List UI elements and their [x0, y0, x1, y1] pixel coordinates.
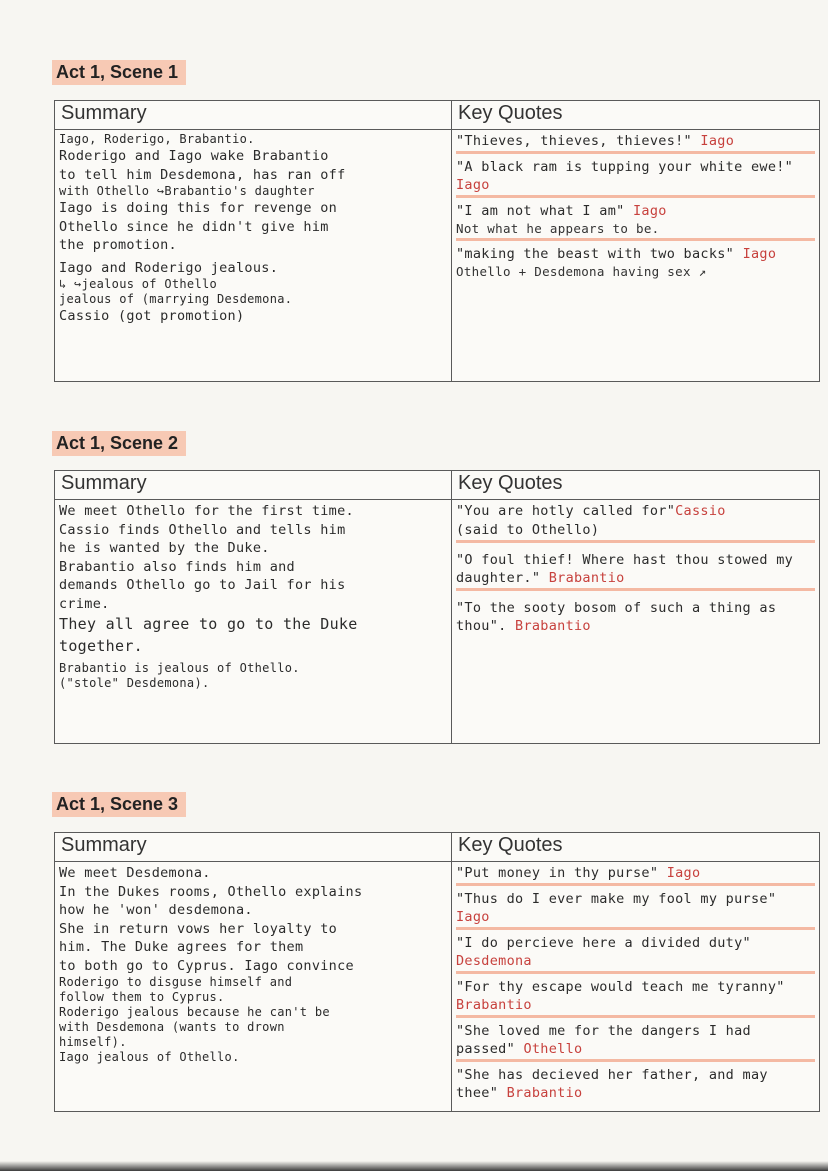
summary-line: crime. [59, 595, 110, 612]
quote [456, 599, 815, 636]
summary-header: Summary [55, 101, 452, 130]
quote-note: Not what he appears to be. [456, 221, 815, 241]
quote [456, 1022, 815, 1062]
quotes-cell [452, 130, 820, 382]
quote [456, 890, 815, 930]
summary-line: to both go to Cyprus. Iago convince [59, 957, 354, 974]
summary-line: Iago, Roderigo, Brabantio. [59, 132, 255, 146]
page-bottom-edge [0, 1161, 828, 1171]
summary-line: to tell him Desdemona, has ran off [59, 166, 346, 183]
scene3-table [54, 832, 820, 1112]
quote-speaker: Brabantio [456, 997, 532, 1013]
scene1-table [54, 100, 820, 382]
quote-text: "She loved me for the dangers I had passed" [456, 1023, 751, 1057]
summary-line: with Othello ↪Brabantio's daughter [59, 184, 315, 198]
quote-speaker: Desdemona [456, 953, 532, 969]
summary-line: Roderigo and Iago wake Brabantio [59, 148, 329, 164]
quote [456, 551, 815, 591]
quote-speaker: Brabantio [548, 570, 625, 586]
quote-text: "making the beast with two backs" [456, 246, 735, 262]
quote-text: "For thy escape would teach me tyranny" [456, 979, 785, 995]
summary-line: he is wanted by the Duke. [59, 540, 270, 556]
quote [456, 1066, 815, 1103]
quote-text: "A black ram is tupping your white ewe!" [456, 159, 794, 175]
summary-line: Othello since he didn't give him [59, 218, 329, 235]
quote-text: "To the sooty bosom of such a thing as thou". [456, 600, 777, 634]
scene2-heading: Act 1, Scene 2 [52, 431, 186, 456]
quote [456, 864, 815, 886]
quote-text: "O foul thief! Where hast thou stowed my daughter." [456, 552, 794, 586]
quote-speaker: Othello [523, 1041, 583, 1057]
quote-text: "I do percieve here a divided duty" [456, 935, 751, 951]
quotes-cell [452, 500, 820, 744]
quote [456, 245, 815, 264]
quote [456, 934, 815, 974]
quote-text: "Put money in thy purse" [456, 865, 659, 881]
quotes-header: Key Quotes [452, 101, 820, 130]
summary-line: In the Dukes rooms, Othello explains [59, 883, 363, 900]
summary-line: Roderigo jealous because he can't be [59, 1005, 330, 1019]
summary-line: the promotion. [59, 237, 177, 253]
summary-line: together. [59, 637, 143, 655]
summary-line: Brabantio is jealous of Othello. [59, 661, 300, 675]
quote-note: Othello + Desdemona having sex ↗ [456, 264, 707, 279]
summary-line: Iago is doing this for revenge on [59, 200, 338, 216]
summary-line: We meet Desdemona. [59, 865, 211, 881]
summary-line: She in return vows her loyalty to [59, 920, 338, 937]
summary-line: Cassio finds Othello and tells him [59, 521, 346, 538]
quote-speaker: Cassio [675, 503, 726, 519]
summary-line: Iago jealous of Othello. [59, 1050, 240, 1064]
quote-text: "I am not what I am" [456, 203, 625, 219]
quote [456, 978, 815, 1018]
summary-header: Summary [55, 471, 452, 500]
quote [456, 158, 815, 198]
summary-line: Roderigo to disguse himself and [59, 975, 293, 989]
quote-speaker: Iago [742, 246, 777, 262]
quote-note: (said to Othello) [456, 521, 815, 543]
summary-cell [55, 500, 452, 744]
summary-line: jealous of (marrying Desdemona. [59, 292, 293, 306]
summary-line: with Desdemona (wants to drown [59, 1020, 285, 1034]
quote-speaker: Iago [666, 865, 701, 881]
summary-line: Iago and Roderigo jealous. [59, 259, 279, 276]
quote-speaker: Iago [456, 177, 490, 193]
quote [456, 132, 815, 154]
scene3-heading: Act 1, Scene 3 [52, 792, 186, 817]
quotes-header: Key Quotes [452, 833, 820, 862]
quote-speaker: Brabantio [506, 1085, 583, 1101]
quote-text: "Thieves, thieves, thieves!" [456, 133, 692, 149]
summary-line: ↳ ↪jealous of Othello [59, 277, 218, 291]
quote-text: "She has decieved her father, and may thee" [456, 1067, 768, 1101]
summary-line: Cassio (got promotion) [59, 308, 245, 324]
quote-speaker: Iago [633, 203, 667, 219]
summary-line: demands Othello go to Jail for his [59, 577, 346, 593]
summary-line: how he 'won' desdemona. [59, 902, 253, 918]
quote-speaker: Brabantio [515, 618, 591, 634]
summary-line: They all agree to go to the Duke [59, 615, 358, 633]
quote-text: "Thus do I ever make my fool my purse" [456, 891, 777, 907]
scene1-heading: Act 1, Scene 1 [52, 60, 186, 85]
quote-text: "You are hotly called for" [456, 503, 676, 519]
summary-line: himself). [59, 1035, 127, 1049]
summary-line: him. The Duke agrees for them [59, 939, 304, 955]
summary-cell [55, 130, 452, 382]
summary-cell [55, 862, 452, 1112]
quotes-header: Key Quotes [452, 471, 820, 500]
quote [456, 202, 815, 221]
quote-speaker: Iago [456, 909, 490, 925]
summary-line: follow them to Cyprus. [59, 990, 225, 1004]
summary-header: Summary [55, 833, 452, 862]
quote-speaker: Iago [700, 133, 735, 149]
quote [456, 502, 815, 521]
summary-line: ("stole" Desdemona). [59, 676, 210, 690]
summary-line: We meet Othello for the first time. [59, 503, 354, 519]
quotes-cell [452, 862, 820, 1112]
scene2-table [54, 470, 820, 744]
summary-line: Brabantio also finds him and [59, 558, 295, 575]
